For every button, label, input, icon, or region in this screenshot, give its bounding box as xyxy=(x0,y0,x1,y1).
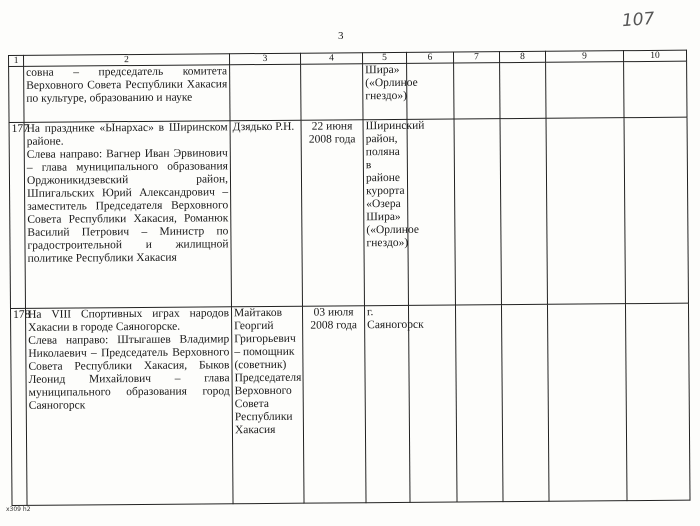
record-date: 03 июля 2008 года xyxy=(302,306,366,503)
empty-cell xyxy=(408,305,457,502)
photo-records-table xyxy=(8,50,691,506)
page-number: 3 xyxy=(338,30,344,42)
record-number: 178 xyxy=(10,308,27,505)
column-header: 5 xyxy=(362,52,406,63)
record-caption: Слева направо: Вагнер Иван Эрвинович – глава муниципального образования Орджоникидзевский район, Шпигальских Юрий Александрович – заместитель Председателя Верховного Совета Республики Хакасия, Романюк Василий Петрович – Министр по градостроительной и жилищной политике Республики Хакасия xyxy=(26,147,229,265)
empty-cell xyxy=(624,117,688,303)
record-description xyxy=(25,307,233,506)
table-row xyxy=(10,303,690,505)
empty-cell xyxy=(455,305,503,502)
empty-cell xyxy=(546,62,624,119)
column-header: 1 xyxy=(9,55,24,66)
empty-cell xyxy=(624,61,687,117)
record-title: На VIII Спортивных играх народов Хакасии в городе Саяногорске. xyxy=(27,307,230,334)
record-description xyxy=(24,121,231,309)
column-header: 4 xyxy=(300,53,362,64)
column-header: 7 xyxy=(453,52,499,63)
record-place: Ширинский район, поляна в районе курорта «Озера Шира» («Орлиное гнездо») xyxy=(363,119,408,305)
column-header: 10 xyxy=(623,50,686,61)
record-caption: Слева направо: Штыгашев Владимир Николаевич – Председатель Верховного Совета Республики Хакасия, Быков Леонид Михайлович – глава муниципального образования город Саяногорск xyxy=(28,333,230,412)
record-author: Майтаков Георгий Григорьевич – помощник (советник) Председателя Верховного Совета Республики Хакасия xyxy=(231,306,304,504)
empty-cell xyxy=(454,119,501,305)
record-number: 177 xyxy=(9,122,25,308)
empty-cell xyxy=(407,63,454,119)
empty-cell xyxy=(625,303,690,500)
column-header: 8 xyxy=(499,51,545,62)
table-row xyxy=(9,61,687,122)
empty-cell xyxy=(407,119,455,305)
record-author: Дзядько Р.Н. xyxy=(230,120,302,307)
archive-stamp: х309 h2 xyxy=(6,506,31,513)
column-header: 2 xyxy=(24,54,230,67)
record-place: г. Саяногорск xyxy=(364,305,410,502)
column-header: 3 xyxy=(229,53,300,65)
empty-cell xyxy=(454,63,500,119)
record-date: 22 июня 2008 года xyxy=(301,120,364,306)
empty-cell xyxy=(547,304,627,502)
column-header: 6 xyxy=(406,52,453,63)
record-title: На празднике «Ынархас» в Ширинском районе. xyxy=(26,121,228,148)
empty-cell xyxy=(500,118,547,304)
column-header: 9 xyxy=(545,51,623,63)
record-author xyxy=(230,64,301,121)
empty-cell xyxy=(500,62,546,118)
record-date xyxy=(301,64,363,120)
record-description: совна – председатель комитета Верховного Совета Республики Хакасия по культуре, образованию и науке xyxy=(24,65,230,123)
empty-cell xyxy=(501,304,549,501)
handwritten-sheet-number: 107 xyxy=(621,8,656,32)
record-number xyxy=(9,66,24,122)
empty-cell xyxy=(546,118,625,305)
table-row xyxy=(9,117,688,308)
record-place: Шира» («Орлиное гнездо») xyxy=(363,63,407,119)
